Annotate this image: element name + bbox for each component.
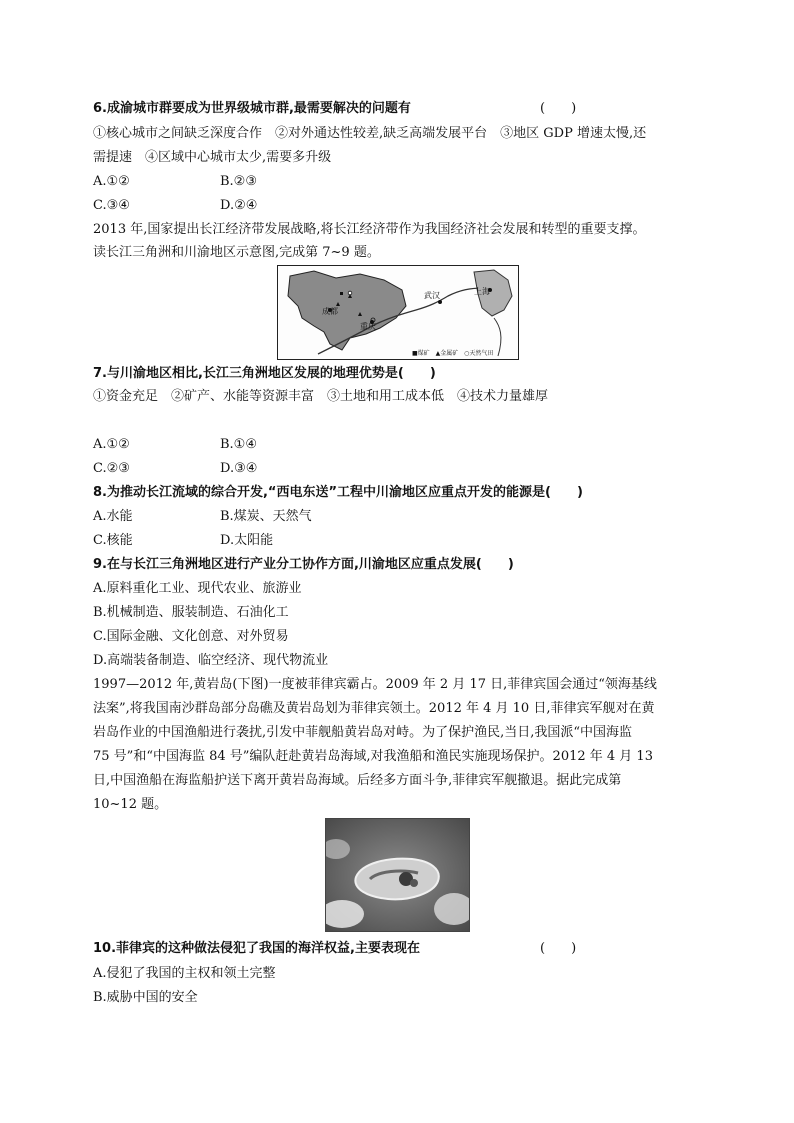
q7-stem: 7.与川渝地区相比,长江三角洲地区发展的地理优势是( )	[93, 366, 436, 381]
q7-option-c: C.②③	[93, 461, 130, 476]
legend-gas-label: 天然气田	[469, 350, 494, 357]
intro-7-9-line1: 2013 年,国家提出长江经济带发展战略,将长江经济带作为我国经济社会发展和转型的重要支撑。	[93, 222, 646, 237]
q6-option-b: B.②③	[220, 174, 257, 189]
legend-gas-icon: ○	[464, 350, 470, 357]
intro-10-12-line1: 1997—2012 年,黄岩岛(下图)一度被菲律宾霸占。2009 年 2 月 17 日,菲律宾国会通过“领海基线	[93, 677, 657, 692]
intro-10-12-line5: 日,中国渔船在海监船护送下离开黄岩岛海域。后经多方面斗争,菲律宾军舰撤退。据此完成第	[93, 773, 622, 788]
map-legend	[412, 348, 493, 357]
q10-option-b: B.威胁中国的安全	[93, 990, 198, 1005]
map-label-chengdu: 成都	[322, 307, 338, 316]
q7-option-d: D.③④	[220, 461, 258, 476]
q8-option-b: B.煤炭、天然气	[220, 509, 312, 524]
intro-7-9-line2: 读长江三角洲和川渝地区示意图,完成第 7~9 题。	[93, 245, 380, 260]
q9-option-a: A.原料重化工业、现代农业、旅游业	[93, 581, 302, 596]
q7-option-b: B.①④	[220, 437, 257, 452]
q6-stem: 6.成渝城市群要成为世界级城市群,最需要解决的问题有	[93, 101, 411, 116]
q6-statements-line1: ①核心城市之间缺乏深度合作 ②对外通达性较差,缺乏高端发展平台 ③地区 GDP 增速太慢,还	[93, 126, 647, 141]
q10-stem: 10.菲律宾的这种做法侵犯了我国的海洋权益,主要表现在	[93, 941, 420, 956]
intro-10-12-line6: 10~12 题。	[93, 797, 168, 812]
q6-option-c: C.③④	[93, 198, 130, 213]
legend-coal-label: 煤矿	[417, 350, 430, 357]
q9-stem: 9.在与长江三角洲地区进行产业分工协作方面,川渝地区应重点发展( )	[93, 557, 514, 572]
q8-option-d: D.太阳能	[220, 533, 274, 548]
q6-option-d: D.②④	[220, 198, 258, 213]
q8-option-a: A.水能	[93, 509, 133, 524]
legend-metal-label: 金属矿	[440, 350, 459, 357]
q9-option-c: C.国际金融、文化创意、对外贸易	[93, 629, 289, 644]
map-label-shanghai: 上海	[474, 287, 490, 296]
q7-option-a: A.①②	[93, 437, 130, 452]
q9-option-b: B.机械制造、服装制造、石油化工	[93, 605, 289, 620]
huangyan-island-photo	[325, 818, 470, 932]
q7-statements: ①资金充足 ②矿产、水能等资源丰富 ③土地和用工成本低 ④技术力量雄厚	[93, 389, 549, 404]
map-label-chongqing: 重庆	[360, 322, 376, 331]
q10-option-a: A.侵犯了我国的主权和领土完整	[93, 966, 276, 981]
intro-10-12-line2: 法案”,将我国南沙群岛部分岛礁及黄岩岛划为菲律宾领土。2012 年 4 月 10 日,菲律宾军舰对在黄	[93, 701, 655, 716]
q10-answer-paren: ( )	[540, 941, 577, 956]
intro-10-12-line3: 岩岛作业的中国渔船进行袭扰,引发中菲舰船黄岩岛对峙。为了保护渔民,当日,我国派“中国海监	[93, 725, 633, 740]
q9-option-d: D.高端装备制造、临空经济、现代物流业	[93, 653, 329, 668]
map-drawing	[278, 266, 518, 359]
q8-option-c: C.核能	[93, 533, 133, 548]
q6-answer-paren: ( )	[540, 101, 577, 116]
q6-statements-line2: 需提速 ④区域中心城市太少,需要多升级	[93, 150, 332, 165]
legend-metal-icon: ▲	[435, 350, 441, 357]
intro-10-12-line4: 75 号”和“中国海监 84 号”编队赶赴黄岩岛海域,对我渔船和渔民实施现场保护。2012 年 4 月 13	[93, 749, 653, 764]
island-photo-drawing	[326, 819, 469, 931]
map-label-wuhan: 武汉	[424, 291, 440, 300]
q6-option-a: A.①②	[93, 174, 130, 189]
legend-coal-icon: ■	[412, 350, 418, 357]
yangtze-sichuan-chongqing-map	[277, 265, 519, 360]
q8-stem: 8.为推动长江流域的综合开发,“西电东送”工程中川渝地区应重点开发的能源是( )	[93, 485, 583, 500]
